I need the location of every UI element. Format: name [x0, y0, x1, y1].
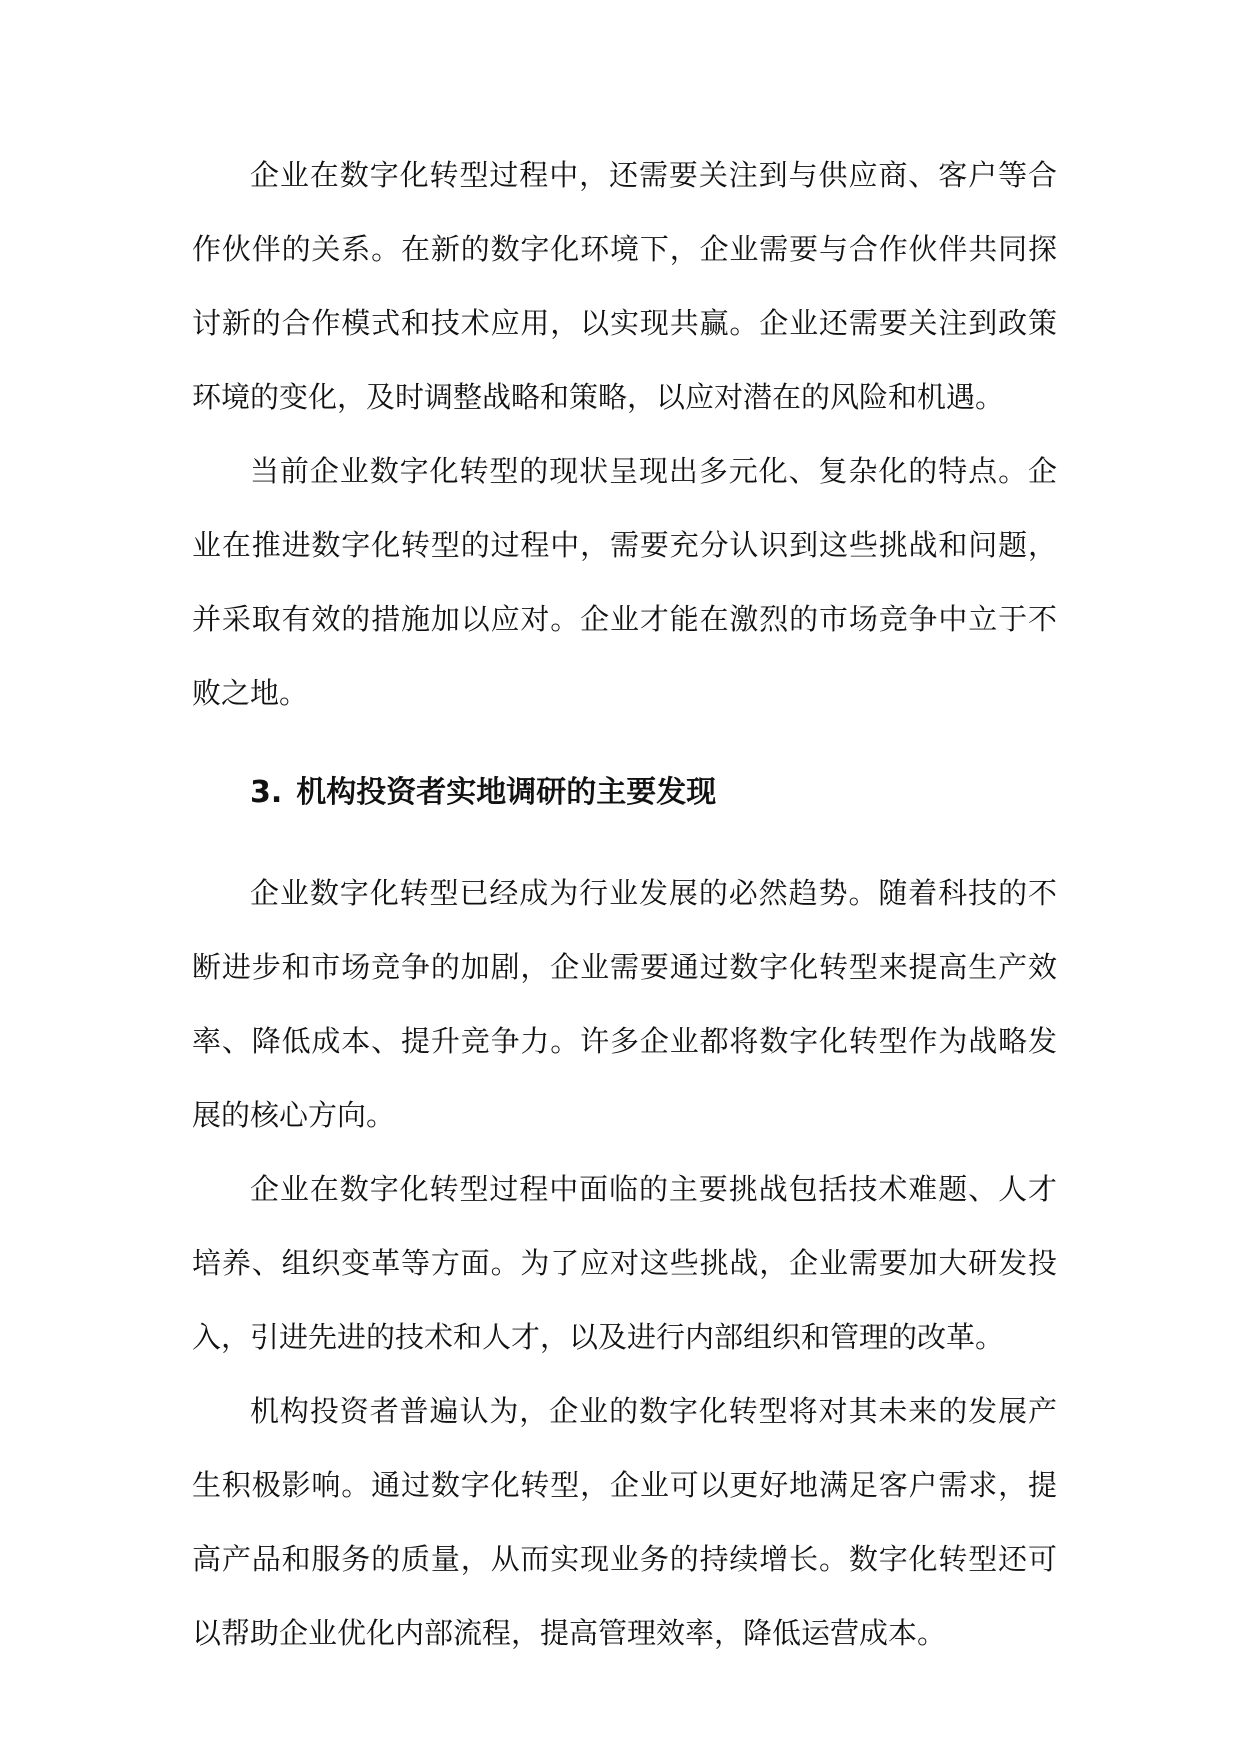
paragraph-challenges: 企业在数字化转型过程中面临的主要挑战包括技术难题、人才培养、组织变革等方面。为了应对这些挑战，企业需要加大研发投入，引进先进的技术和人才，以及进行内部组织和管理的改革。	[192, 1172, 1057, 1354]
paragraph-trend: 企业数字化转型已经成为行业发展的必然趋势。随着科技的不断进步和市场竞争的加剧，企业需要通过数字化转型来提高生产效率、降低成本、提升竞争力。许多企业都将数字化转型作为战略发展的核心方向。	[192, 876, 1057, 1132]
paragraph-investor-view: 机构投资者普遍认为，企业的数字化转型将对其未来的发展产生积极影响。通过数字化转型，企业可以更好地满足客户需求，提高产品和服务的质量，从而实现业务的持续增长。数字化转型还可以帮助企业优化内部流程，提高管理效率，降低运营成本。	[192, 1394, 1057, 1650]
section-title: 机构投资者实地调研的主要发现	[296, 775, 717, 810]
paragraph-current-status: 当前企业数字化转型的现状呈现出多元化、复杂化的特点。企业在推进数字化转型的过程中，需要充分认识到这些挑战和问题，并采取有效的措施加以应对。企业才能在激烈的市场竞争中立于不败之地。	[192, 454, 1057, 710]
section-heading	[192, 756, 1057, 830]
section-number: 3.	[250, 775, 283, 810]
paragraph-partners: 企业在数字化转型过程中，还需要关注到与供应商、客户等合作伙伴的关系。在新的数字化环境下，企业需要与合作伙伴共同探讨新的合作模式和技术应用，以实现共赢。企业还需要关注到政策环境的变化，及时调整战略和策略，以应对潜在的风险和机遇。	[192, 158, 1057, 414]
document-body	[192, 138, 1057, 1670]
